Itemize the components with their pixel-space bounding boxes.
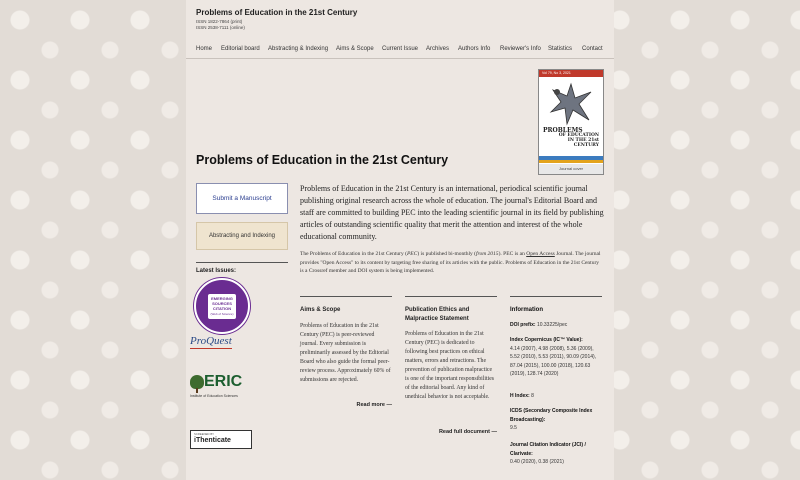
issn-print: ISSN 1822-7864 (print) bbox=[196, 19, 243, 24]
intro2-part-c: ). PEC is an bbox=[498, 251, 527, 257]
ic-label: Index Copernicus (IC™ Value): bbox=[510, 337, 583, 343]
nav-home[interactable]: Home bbox=[196, 46, 213, 52]
esci-badge bbox=[208, 294, 237, 319]
nav-statistics[interactable]: Statistics bbox=[548, 46, 573, 52]
info-doi bbox=[510, 321, 602, 330]
nav-current-issue[interactable]: Current Issue bbox=[382, 46, 419, 52]
h-index-value: 8 bbox=[531, 393, 534, 399]
information-section bbox=[510, 296, 602, 465]
ethics-body: Problems of Education in the 21st Century (PEC) is dedicated to following best practices on ethical matters, errors and retractions. The prevention of publication malpractice is one of the important responsibilities of the editorial board. Any kind of unethical behavior is not acceptable. bbox=[405, 331, 495, 400]
aims-body: Problems of Education in the 21st Century (PEC) is peer-reviewed journal. Every submission is preliminarily assessed by the Editorial Board who also guide the formal peer-review process. Approximately 60% of submissions are rejected. bbox=[300, 323, 391, 383]
icds-label: ICDS (Secondary Composite Index Broadcasting): bbox=[510, 408, 593, 423]
intro2-pec: PEC bbox=[406, 251, 418, 257]
aims-title: Aims & Scope bbox=[300, 307, 341, 313]
icds-value: 9.5 bbox=[510, 425, 517, 431]
aims-read-more-link[interactable]: Read more — bbox=[356, 402, 392, 408]
open-access-link[interactable]: Open Access bbox=[526, 251, 555, 257]
h-index-label: H Index: bbox=[510, 393, 530, 399]
cover-name-line1: PROBLEMS bbox=[543, 127, 583, 134]
cover-name-line4: CENTURY bbox=[573, 143, 599, 148]
nav-archives[interactable]: Archives bbox=[426, 46, 450, 52]
jci-value: 0.40 (2020), 0.38 (2021) bbox=[510, 459, 564, 465]
ithenticate-logo[interactable] bbox=[190, 430, 252, 449]
main-nav bbox=[186, 42, 614, 59]
ethics-read-full-link[interactable]: Read full document — bbox=[438, 429, 497, 435]
issn-online: ISSN 2538-7111 (online) bbox=[196, 25, 245, 30]
ethics-rule bbox=[405, 296, 497, 297]
doi-value: 10.33225/pec bbox=[536, 322, 568, 328]
cover-yellow-bar bbox=[539, 160, 603, 163]
info-title: Information bbox=[510, 307, 543, 313]
eric-wordmark: ERIC bbox=[204, 373, 243, 390]
nav-abstracting-indexing[interactable]: Abstracting & Indexing bbox=[268, 46, 329, 52]
intro2-from: from 2015 bbox=[476, 251, 499, 257]
esci-line1: EMERGING bbox=[211, 295, 233, 301]
ithenticate-wordmark: iThenticate bbox=[194, 437, 231, 444]
info-icds bbox=[510, 407, 602, 433]
proquest-logo[interactable]: ProQuest bbox=[190, 335, 232, 347]
info-ic bbox=[510, 336, 602, 379]
info-jci bbox=[510, 441, 602, 467]
page-title: Problems of Education in the 21st Century bbox=[196, 153, 449, 167]
info-h-index bbox=[510, 392, 602, 401]
journal-cover[interactable] bbox=[538, 69, 604, 175]
jci-label: Journal Citation Indicator (JCI) / Clarivate: bbox=[510, 442, 586, 457]
cover-caption: Journal cover bbox=[539, 164, 603, 174]
ethics-section bbox=[405, 296, 497, 435]
aims-scope-section bbox=[300, 296, 392, 408]
site-title[interactable]: Problems of Education in the 21st Century bbox=[196, 8, 358, 17]
eric-tree-icon bbox=[190, 375, 204, 389]
nav-aims-scope[interactable]: Aims & Scope bbox=[336, 46, 374, 52]
eric-logo[interactable] bbox=[190, 373, 252, 401]
nav-authors-info[interactable]: Authors Info bbox=[458, 46, 491, 52]
nav-contact[interactable]: Contact bbox=[582, 46, 603, 52]
ethics-title: Publication Ethics and Malpractice Statement bbox=[405, 307, 470, 322]
intro2-part-b: ) is published bi-monthly ( bbox=[417, 251, 476, 257]
cover-name-line2: OF EDUCATION bbox=[558, 133, 599, 138]
esci-logo[interactable] bbox=[194, 278, 250, 334]
eric-subtitle: Institute of Education Sciences bbox=[190, 394, 238, 398]
esci-line2: SOURCES bbox=[212, 300, 232, 306]
nav-reviewers-info[interactable]: Reviewer's Info bbox=[500, 46, 541, 52]
cover-volume: Vol 79, No 3, 2021 bbox=[542, 71, 571, 75]
aims-rule bbox=[300, 296, 392, 297]
page-container bbox=[186, 0, 614, 480]
esci-line3: CITATION bbox=[212, 305, 232, 311]
ithenticate-small-text: SCREENED BY bbox=[194, 432, 215, 436]
intro2-part-a: The Problems of Education in the 21st Century ( bbox=[300, 251, 407, 257]
intro2-part-d: Journal. The journal provides "Open Access" to its content by targeting free sharing of its articles with the public. Problems of Education in the 21st Century is a Crossref member and DOI system is being implemented. bbox=[300, 251, 601, 274]
doi-label: DOI prefix: bbox=[510, 322, 536, 328]
esci-line4: (Web of Science) bbox=[210, 311, 234, 316]
eric-tree-trunk bbox=[196, 388, 198, 393]
info-rule bbox=[510, 296, 602, 297]
latest-issues-label: Latest Issues: bbox=[196, 268, 237, 274]
cover-journal-name bbox=[543, 128, 599, 148]
nav-editorial-board[interactable]: Editorial board bbox=[221, 46, 260, 52]
sidebar-divider bbox=[196, 262, 288, 263]
intro-paragraph: Problems of Education in the 21st Century is an international, periodical scientific journal publishing original research across the whole of education. The journal's Editorial Board and staff are committed to building PEC into the leading scientific journal in its field by publishing articles of outstanding scientific quality that merit the attention and interest of the whole educational community. bbox=[300, 184, 604, 241]
ic-value: 4.14 (2007), 4.98 (2008), 5.36 (2009), 5.52 (2010), 5.53 (2011), 90.09 (2014), 87.04 (2015), 100.00 (2018), 120.63 (2019), 128.74 (2020) bbox=[510, 345, 597, 377]
submit-manuscript-button[interactable]: Submit a Manuscript bbox=[196, 183, 288, 214]
abstracting-indexing-button[interactable]: Abstracting and Indexing bbox=[196, 222, 288, 250]
cover-name-line3: IN THE 21st bbox=[567, 138, 599, 143]
intro-paragraph-secondary bbox=[300, 250, 604, 276]
cover-star-icon bbox=[547, 82, 595, 126]
